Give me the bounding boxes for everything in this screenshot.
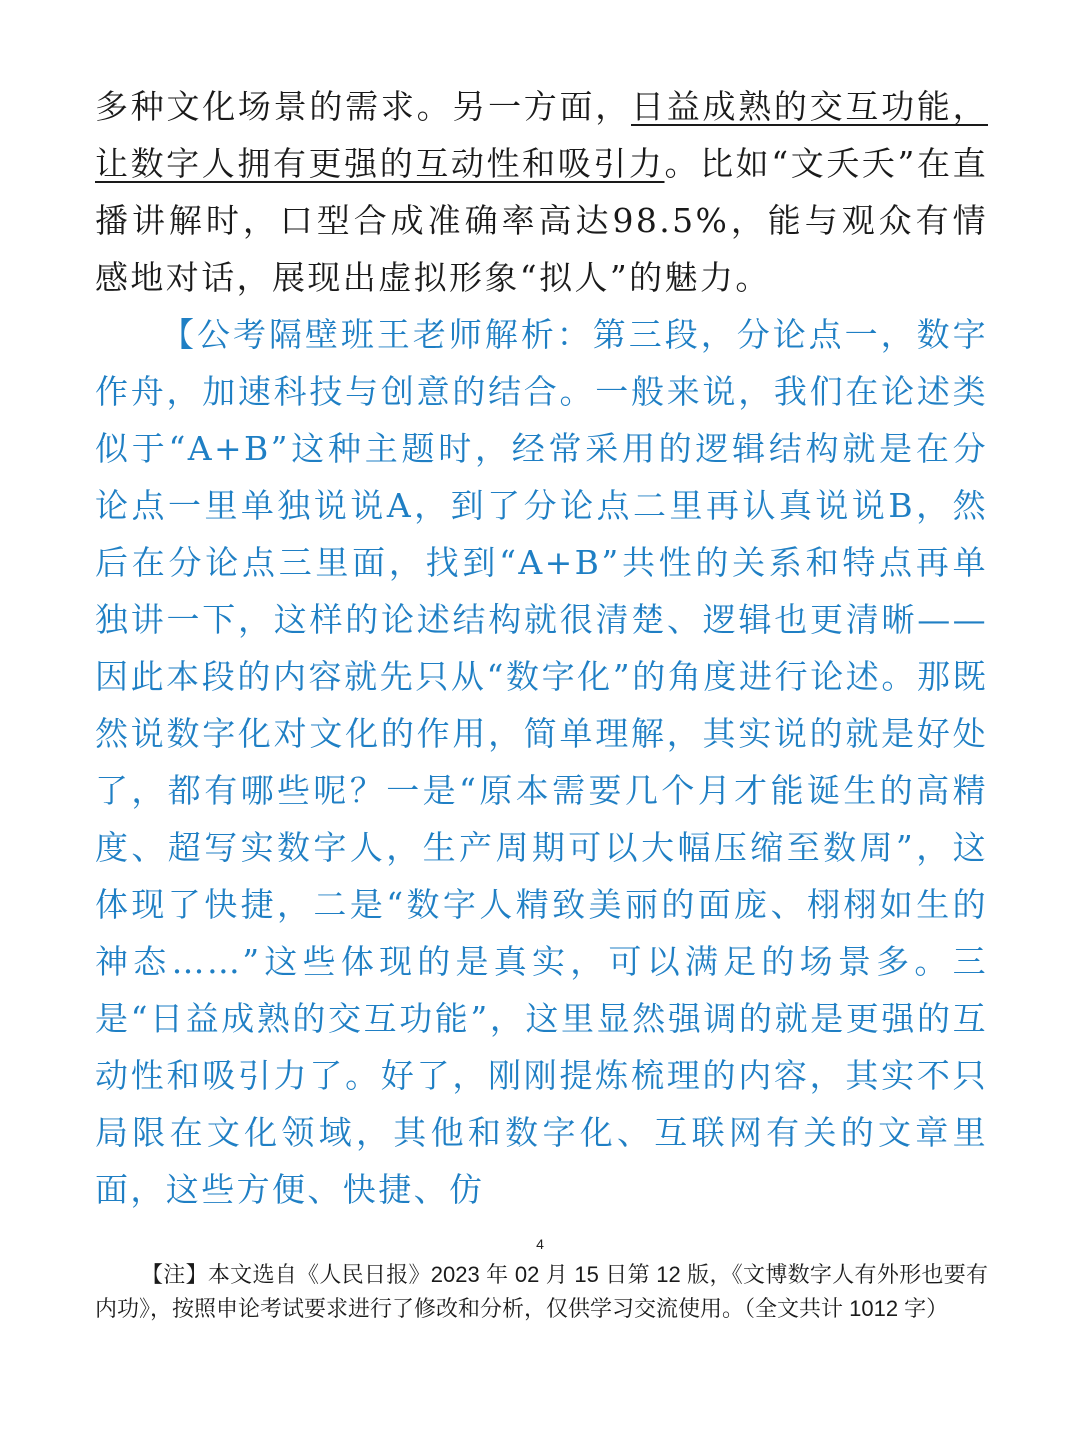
source-footnote: 【注】本文选自《人民日报》2023 年 02 月 15 日第 12 版，《文博数字人有外形也要有内功》，按照申论考试要求进行了修改和分析，仅供学习交流使用。（全文共计 1012 字）	[95, 1262, 988, 1321]
analysis-paragraph: 【公考隔壁班王老师解析：第三段，分论点一，数字作舟，加速科技与创意的结合。一般来说，我们在论述类似于“A+B”这种主题时，经常采用的逻辑结构就是在分论点一里单独说说A，到了分论点二里再认真说说B，然后在分论点三里面，找到“A+B”共性的关系和特点再单独讲一下，这样的论述结构就很清楚、逻辑也更清晰——因此本段的内容就先只从“数字化”的角度进行论述。那既然说数字化对文化的作用，简单理解，其实说的就是好处了，都有哪些呢？一是“原本需要几个月才能诞生的高精度、超写实数字人，生产周期可以大幅压缩至数周”，这体现了快捷，二是“数字人精致美丽的面庞、栩栩如生的神态……”这些体现的是真实，可以满足的场景多。三是“日益成熟的交互功能”，这里显然强调的就是更强的互动性和吸引力了。好了，刚刚提炼梳理的内容，其实不只局限在文化领域，其他和数字化、互联网有关的文章里面，这些方便、快捷、仿	[95, 315, 988, 1209]
underlined-key-sentence: 日益成熟的交互功能，让数字人拥有更强的互动性和吸引力	[95, 87, 988, 183]
main-paragraph	[95, 78, 988, 306]
main-text-part-1: 多种文化场景的需求。另一方面，	[95, 87, 631, 126]
page-number: 4	[536, 1236, 544, 1252]
main-text-part-2: 。比如“文夭夭”在直播讲解时，口型合成准确率高达98.5%，能与观众有情感地对话，展现出虚拟形象“拟人”的魅力。	[95, 144, 988, 297]
